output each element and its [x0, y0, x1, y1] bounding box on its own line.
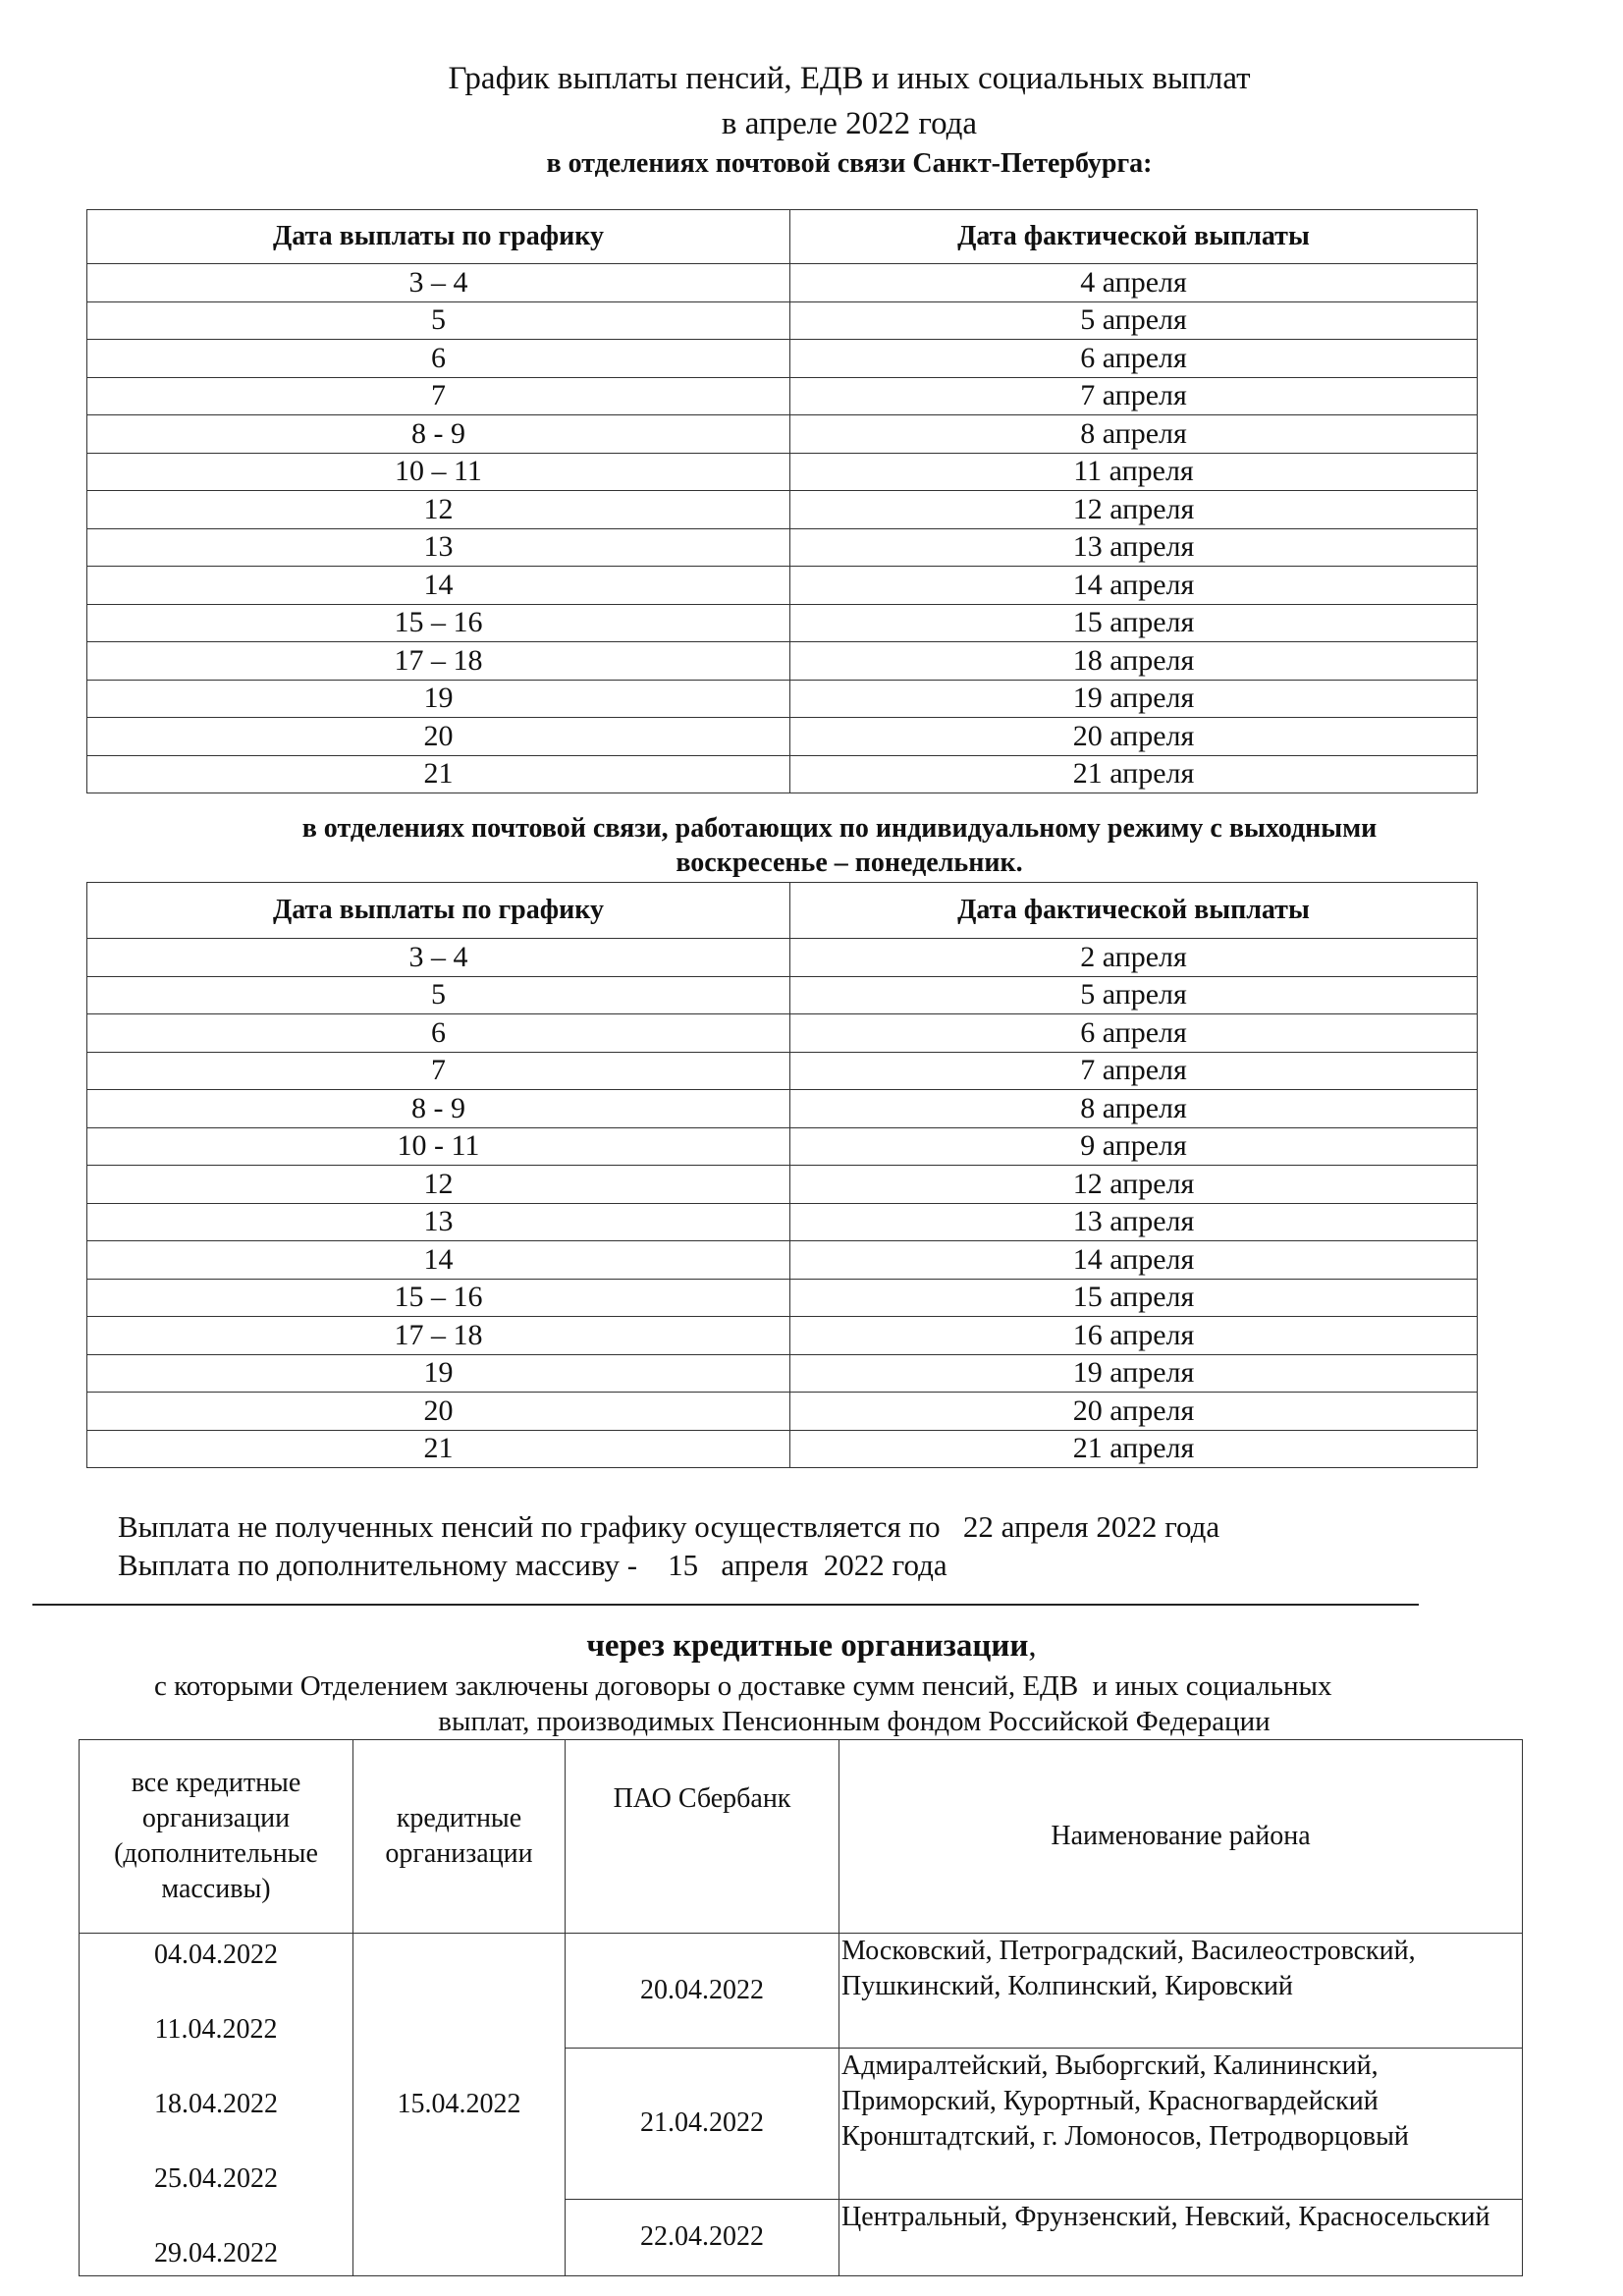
- actual-date-cell: 19 апреля: [790, 680, 1478, 718]
- table-row: [87, 567, 1478, 605]
- table-row: [87, 415, 1478, 454]
- district-cell: Московский, Петроградский, Василеостровский, Пушкинский, Колпинский, Кировский: [839, 1934, 1523, 2049]
- scheduled-date-cell: 21: [87, 755, 790, 793]
- actual-date-cell: 20 апреля: [790, 1393, 1478, 1431]
- scheduled-date-cell: 17 – 18: [87, 1317, 790, 1355]
- credit-description-line2: выплат, производимых Пенсионным фондом Российской Федерации: [438, 1706, 1271, 1737]
- scheduled-date-cell: 10 - 11: [87, 1127, 790, 1166]
- table-row: [87, 1052, 1478, 1090]
- table-row: [87, 976, 1478, 1014]
- table-row: [87, 340, 1478, 378]
- scheduled-date-cell: 14: [87, 1241, 790, 1280]
- table-row: [87, 1166, 1478, 1204]
- scheduled-date-cell: 3 – 4: [87, 939, 790, 977]
- all-orgs-date: 25.04.2022: [154, 2163, 278, 2194]
- table-row: [87, 1393, 1478, 1431]
- actual-date-cell: 15 апреля: [790, 1279, 1478, 1317]
- all-orgs-dates-cell: [80, 1934, 353, 2276]
- table-row: [87, 301, 1478, 340]
- table-row: [87, 1279, 1478, 1317]
- actual-date-cell: 20 апреля: [790, 718, 1478, 756]
- actual-date-cell: 8 апреля: [790, 415, 1478, 454]
- table-row: [87, 1203, 1478, 1241]
- table-row: [87, 1354, 1478, 1393]
- credit-description-line1: с которыми Отделением заключены договоры о доставке сумм пенсий, ЕДВ и иных социальных: [154, 1670, 1332, 1702]
- scheduled-date-cell: 5: [87, 301, 790, 340]
- credit-heading-comma: ,: [1028, 1628, 1037, 1664]
- credit-organizations-table: [79, 1739, 1523, 2276]
- table-row: [87, 491, 1478, 529]
- actual-date-cell: 4 апреля: [790, 264, 1478, 302]
- actual-date-cell: 16 апреля: [790, 1317, 1478, 1355]
- col-header-orgs: кредитные организации: [353, 1740, 566, 1934]
- scheduled-date-cell: 20: [87, 1393, 790, 1431]
- table-row: [87, 1014, 1478, 1053]
- table-row: [87, 604, 1478, 642]
- section1-subtitle: в отделениях почтовой связи Санкт-Петербурга:: [546, 148, 1153, 179]
- actual-date-cell: 12 апреля: [790, 491, 1478, 529]
- col-header-scheduled: Дата выплаты по графику: [87, 883, 790, 939]
- actual-date-cell: 21 апреля: [790, 1430, 1478, 1468]
- col-header-actual: Дата фактической выплаты: [790, 883, 1478, 939]
- actual-date-cell: 6 апреля: [790, 1014, 1478, 1053]
- page-subtitle: в апреле 2022 года: [721, 106, 978, 141]
- scheduled-date-cell: 7: [87, 377, 790, 415]
- scheduled-date-cell: 5: [87, 976, 790, 1014]
- scheduled-date-cell: 3 – 4: [87, 264, 790, 302]
- credit-heading: [0, 1626, 1623, 1666]
- actual-date-cell: 18 апреля: [790, 642, 1478, 681]
- table-row: [87, 1241, 1478, 1280]
- all-orgs-date: 29.04.2022: [154, 2238, 278, 2269]
- actual-date-cell: 19 апреля: [790, 1354, 1478, 1393]
- table-row: [87, 1430, 1478, 1468]
- table-row: [87, 1317, 1478, 1355]
- actual-date-cell: 5 апреля: [790, 301, 1478, 340]
- sberbank-date-cell: 20.04.2022: [566, 1934, 839, 2049]
- actual-date-cell: 8 апреля: [790, 1090, 1478, 1128]
- scheduled-date-cell: 6: [87, 1014, 790, 1053]
- table-row: [87, 642, 1478, 681]
- actual-date-cell: 7 апреля: [790, 1052, 1478, 1090]
- actual-date-cell: 14 апреля: [790, 567, 1478, 605]
- table-row: [87, 528, 1478, 567]
- scheduled-date-cell: 19: [87, 680, 790, 718]
- table-row: [87, 1127, 1478, 1166]
- scheduled-date-cell: 8 - 9: [87, 1090, 790, 1128]
- scheduled-date-cell: 12: [87, 491, 790, 529]
- section2-subtitle-line2: воскресенье – понедельник.: [676, 847, 1023, 878]
- table-row: [87, 939, 1478, 977]
- actual-date-cell: 13 апреля: [790, 1203, 1478, 1241]
- scheduled-date-cell: 19: [87, 1354, 790, 1393]
- page-title: График выплаты пенсий, ЕДВ и иных социальных выплат: [448, 61, 1251, 96]
- all-orgs-date: 11.04.2022: [154, 2014, 278, 2045]
- scheduled-date-cell: 7: [87, 1052, 790, 1090]
- table-row: [87, 264, 1478, 302]
- scheduled-date-cell: 14: [87, 567, 790, 605]
- scheduled-date-cell: 20: [87, 718, 790, 756]
- orgs-date-cell: 15.04.2022: [353, 1934, 566, 2276]
- col-header-sberbank: ПАО Сбербанк: [566, 1740, 839, 1934]
- scheduled-date-cell: 21: [87, 1430, 790, 1468]
- scheduled-date-cell: 12: [87, 1166, 790, 1204]
- sberbank-date-cell: 21.04.2022: [566, 2048, 839, 2199]
- section-divider: [32, 1604, 1419, 1606]
- scheduled-date-cell: 15 – 16: [87, 604, 790, 642]
- section2-subtitle-line1: в отделениях почтовой связи, работающих по индивидуальному режиму с выходными: [301, 813, 1378, 844]
- sberbank-date-cell: 22.04.2022: [566, 2199, 839, 2275]
- scheduled-date-cell: 8 - 9: [87, 415, 790, 454]
- credit-heading-bold: через кредитные организации: [586, 1628, 1029, 1664]
- scheduled-date-cell: 15 – 16: [87, 1279, 790, 1317]
- note-unreceived-pensions: Выплата не полученных пенсий по графику осуществляется по 22 апреля 2022 года: [118, 1509, 1220, 1544]
- scheduled-date-cell: 13: [87, 1203, 790, 1241]
- scheduled-date-cell: 10 – 11: [87, 453, 790, 491]
- scheduled-date-cell: 13: [87, 528, 790, 567]
- schedule-table-individual: [86, 882, 1478, 1468]
- table-header-row: [80, 1740, 1523, 1934]
- table-row: [87, 718, 1478, 756]
- table-row: [80, 1934, 1523, 2049]
- schedule-table-main: [86, 209, 1478, 793]
- actual-date-cell: 11 апреля: [790, 453, 1478, 491]
- table-header-row: [87, 210, 1478, 264]
- all-orgs-date: 18.04.2022: [154, 2089, 278, 2119]
- actual-date-cell: 2 апреля: [790, 939, 1478, 977]
- table-header-row: [87, 883, 1478, 939]
- actual-date-cell: 15 апреля: [790, 604, 1478, 642]
- actual-date-cell: 14 апреля: [790, 1241, 1478, 1280]
- district-cell: Центральный, Фрунзенский, Невский, Красносельский: [839, 2199, 1523, 2275]
- col-header-district: Наименование района: [839, 1740, 1523, 1934]
- table-row: [87, 377, 1478, 415]
- all-orgs-date: 04.04.2022: [154, 1940, 278, 1970]
- district-cell: Адмиралтейский, Выборгский, Калининский, Приморский, Курортный, Красногвардейский Кронштадтский, г. Ломоносов, Петродворцовый: [839, 2048, 1523, 2199]
- table-row: [87, 680, 1478, 718]
- col-header-scheduled: Дата выплаты по графику: [87, 210, 790, 264]
- table-row: [87, 1090, 1478, 1128]
- actual-date-cell: 5 апреля: [790, 976, 1478, 1014]
- actual-date-cell: 7 апреля: [790, 377, 1478, 415]
- note-additional-array: Выплата по дополнительному массиву - 15 апреля 2022 года: [118, 1548, 947, 1582]
- actual-date-cell: 9 апреля: [790, 1127, 1478, 1166]
- col-header-actual: Дата фактической выплаты: [790, 210, 1478, 264]
- scheduled-date-cell: 17 – 18: [87, 642, 790, 681]
- actual-date-cell: 12 апреля: [790, 1166, 1478, 1204]
- actual-date-cell: 6 апреля: [790, 340, 1478, 378]
- scheduled-date-cell: 6: [87, 340, 790, 378]
- actual-date-cell: 21 апреля: [790, 755, 1478, 793]
- table-row: [87, 453, 1478, 491]
- table-row: [87, 755, 1478, 793]
- col-header-all-orgs: все кредитные организации (дополнительные массивы): [80, 1740, 353, 1934]
- actual-date-cell: 13 апреля: [790, 528, 1478, 567]
